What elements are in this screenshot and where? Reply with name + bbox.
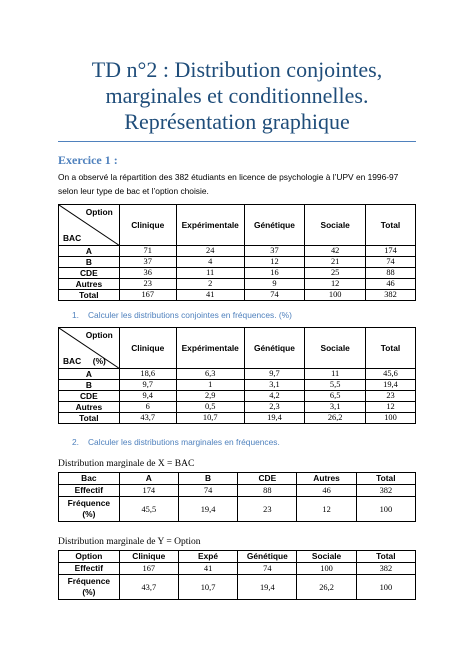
table-cell: 19,4 [366,380,416,391]
row-label [59,575,120,600]
column-header: Option [59,551,120,563]
corner-label-bac-percent: BAC (%) [63,356,106,366]
table-caption-y: Distribution marginale de Y = Option [58,537,201,547]
table-cell: 74 [178,485,237,497]
table-cell: 19,4 [244,413,305,424]
table-cell: 9,7 [244,369,305,380]
marginal-x-table [58,472,416,522]
table-cell: 25 [305,268,366,279]
table-header-row [59,473,416,485]
table-cell: 382 [366,290,416,301]
table-row [59,268,416,279]
column-header: Clinique [119,205,176,246]
table-cell: 24 [176,246,244,257]
row-label: Effectif [59,485,120,497]
table-cell: 23 [366,391,416,402]
row-label: Total [59,290,120,301]
row-label: Autres [59,402,120,413]
table-cell: 6,3 [176,369,244,380]
row-label-line: Fréquence [67,576,111,586]
table-cell: 100 [356,575,415,600]
table-cell: 45,5 [119,497,178,522]
question-2 [58,436,416,448]
table-cell: 10,7 [178,575,237,600]
table-cell: 37 [244,246,305,257]
column-header: Clinique [119,551,178,563]
table-cell: 100 [297,563,356,575]
table-cell: 382 [356,563,415,575]
table-row [59,402,416,413]
column-header: Total [356,473,415,485]
diagonal-corner-cell [59,328,120,369]
table-cell: 46 [297,485,356,497]
table-cell: 174 [366,246,416,257]
table-cell: 1 [176,380,244,391]
table-cell: 41 [178,563,237,575]
column-header: Expérimentale [176,328,244,369]
column-header: Total [366,328,416,369]
column-header: Autres [297,473,356,485]
row-label: A [59,369,120,380]
column-header: A [119,473,178,485]
table-cell: 43,7 [119,575,178,600]
table-cell: 2,3 [244,402,305,413]
table-cell: 19,4 [178,497,237,522]
row-label: Effectif [59,563,120,575]
table-cell: 74 [244,290,305,301]
table-cell: 12 [297,497,356,522]
row-label-line: Fréquence [67,498,111,508]
table-cell: 382 [356,485,415,497]
table-cell: 37 [119,257,176,268]
table-row [59,497,416,522]
marginal-y-table [58,550,416,600]
row-label: A [59,246,120,257]
corner-label-option: Option [85,207,113,217]
table-cell: 2,9 [176,391,244,402]
question-1 [58,309,416,321]
table-cell: 9,7 [119,380,176,391]
corner-label-bac: BAC [63,233,82,243]
table-cell: 26,2 [297,575,356,600]
table-cell: 6 [119,402,176,413]
row-label: B [59,257,120,268]
table-cell: 4,2 [244,391,305,402]
table-cell: 36 [119,268,176,279]
table-caption-x: Distribution marginale de X = BAC [58,459,195,469]
column-header: Total [366,205,416,246]
row-label: Total [59,413,120,424]
column-header: Bac [59,473,120,485]
table-cell: 11 [305,369,366,380]
table-cell: 19,4 [238,575,297,600]
table-row [59,485,416,497]
table-cell: 5,5 [305,380,366,391]
table-cell: 74 [238,563,297,575]
table-cell: 2 [176,279,244,290]
table-header-row [59,328,416,369]
intro-line-2: selon leur type de bac et l’option choisie. [58,186,209,196]
column-header: Sociale [305,328,366,369]
table-cell: 23 [238,497,297,522]
table-cell: 0,5 [176,402,244,413]
column-header: Total [356,551,415,563]
table-cell: 9,4 [119,391,176,402]
table-cell: 46 [366,279,416,290]
table-cell: 4 [176,257,244,268]
row-label-line: (%) [82,587,96,597]
question-text: Calculer les distributions conjointes en fréquences. (%) [88,310,292,320]
table-row [59,391,416,402]
question-text: Calculer les distributions marginales en fréquences. [88,437,280,447]
question-number: 2. [72,437,79,447]
table-cell: 41 [176,290,244,301]
table-total-row [59,413,416,424]
row-label-line: (%) [82,509,96,519]
table-cell: 11 [176,268,244,279]
table-cell: 100 [305,290,366,301]
column-header: Expérimentale [176,205,244,246]
table-cell: 88 [366,268,416,279]
table-cell: 167 [119,290,176,301]
table-cell: 10,7 [176,413,244,424]
exercise-intro [58,170,416,198]
row-label: B [59,380,120,391]
column-header: Expé [178,551,237,563]
intro-line-1: On a observé la répartition des 382 étudiants en licence de psychologie à l’UPV en 1996-97 [58,172,399,182]
row-label [59,497,120,522]
table-cell: 26,2 [305,413,366,424]
table-cell: 3,1 [244,380,305,391]
table-cell: 18,6 [119,369,176,380]
table-cell: 88 [238,485,297,497]
table-cell: 100 [356,497,415,522]
row-label: CDE [59,391,120,402]
table-cell: 6,5 [305,391,366,402]
counts-table [58,204,416,301]
table-row [59,279,416,290]
table-cell: 12 [366,402,416,413]
table-row [59,563,416,575]
table-cell: 167 [119,563,178,575]
table-cell: 16 [244,268,305,279]
table-cell: 71 [119,246,176,257]
table-cell: 43,7 [119,413,176,424]
row-label: Autres [59,279,120,290]
table-row [59,575,416,600]
table-row [59,246,416,257]
table-header-row [59,205,416,246]
title-line-3: Représentation graphique [124,109,350,134]
column-header: B [178,473,237,485]
table-cell: 42 [305,246,366,257]
column-header: Clinique [119,328,176,369]
table-row [59,380,416,391]
column-header: CDE [238,473,297,485]
table-header-row [59,551,416,563]
table-row [59,257,416,268]
table-cell: 21 [305,257,366,268]
table-cell: 23 [119,279,176,290]
document-title [58,0,416,135]
title-line-2: marginales et conditionnelles. [105,83,369,108]
table-cell: 12 [244,257,305,268]
title-divider [58,141,416,142]
column-header: Génétique [244,328,305,369]
table-cell: 45,6 [366,369,416,380]
table-cell: 9 [244,279,305,290]
column-header: Génétique [238,551,297,563]
question-number: 1. [72,310,79,320]
column-header: Sociale [305,205,366,246]
joint-frequency-table [58,327,416,424]
table-cell: 100 [366,413,416,424]
table-row [59,369,416,380]
title-line-1: TD n°2 : Distribution conjointes, [91,57,383,82]
row-label: CDE [59,268,120,279]
table-cell: 74 [366,257,416,268]
diagonal-corner-cell [59,205,120,246]
column-header: Génétique [244,205,305,246]
corner-label-option: Option [85,330,113,340]
exercise-heading: Exercice 1 : [58,153,118,167]
table-cell: 3,1 [305,402,366,413]
table-cell: 174 [119,485,178,497]
column-header: Sociale [297,551,356,563]
table-total-row [59,290,416,301]
table-cell: 12 [305,279,366,290]
